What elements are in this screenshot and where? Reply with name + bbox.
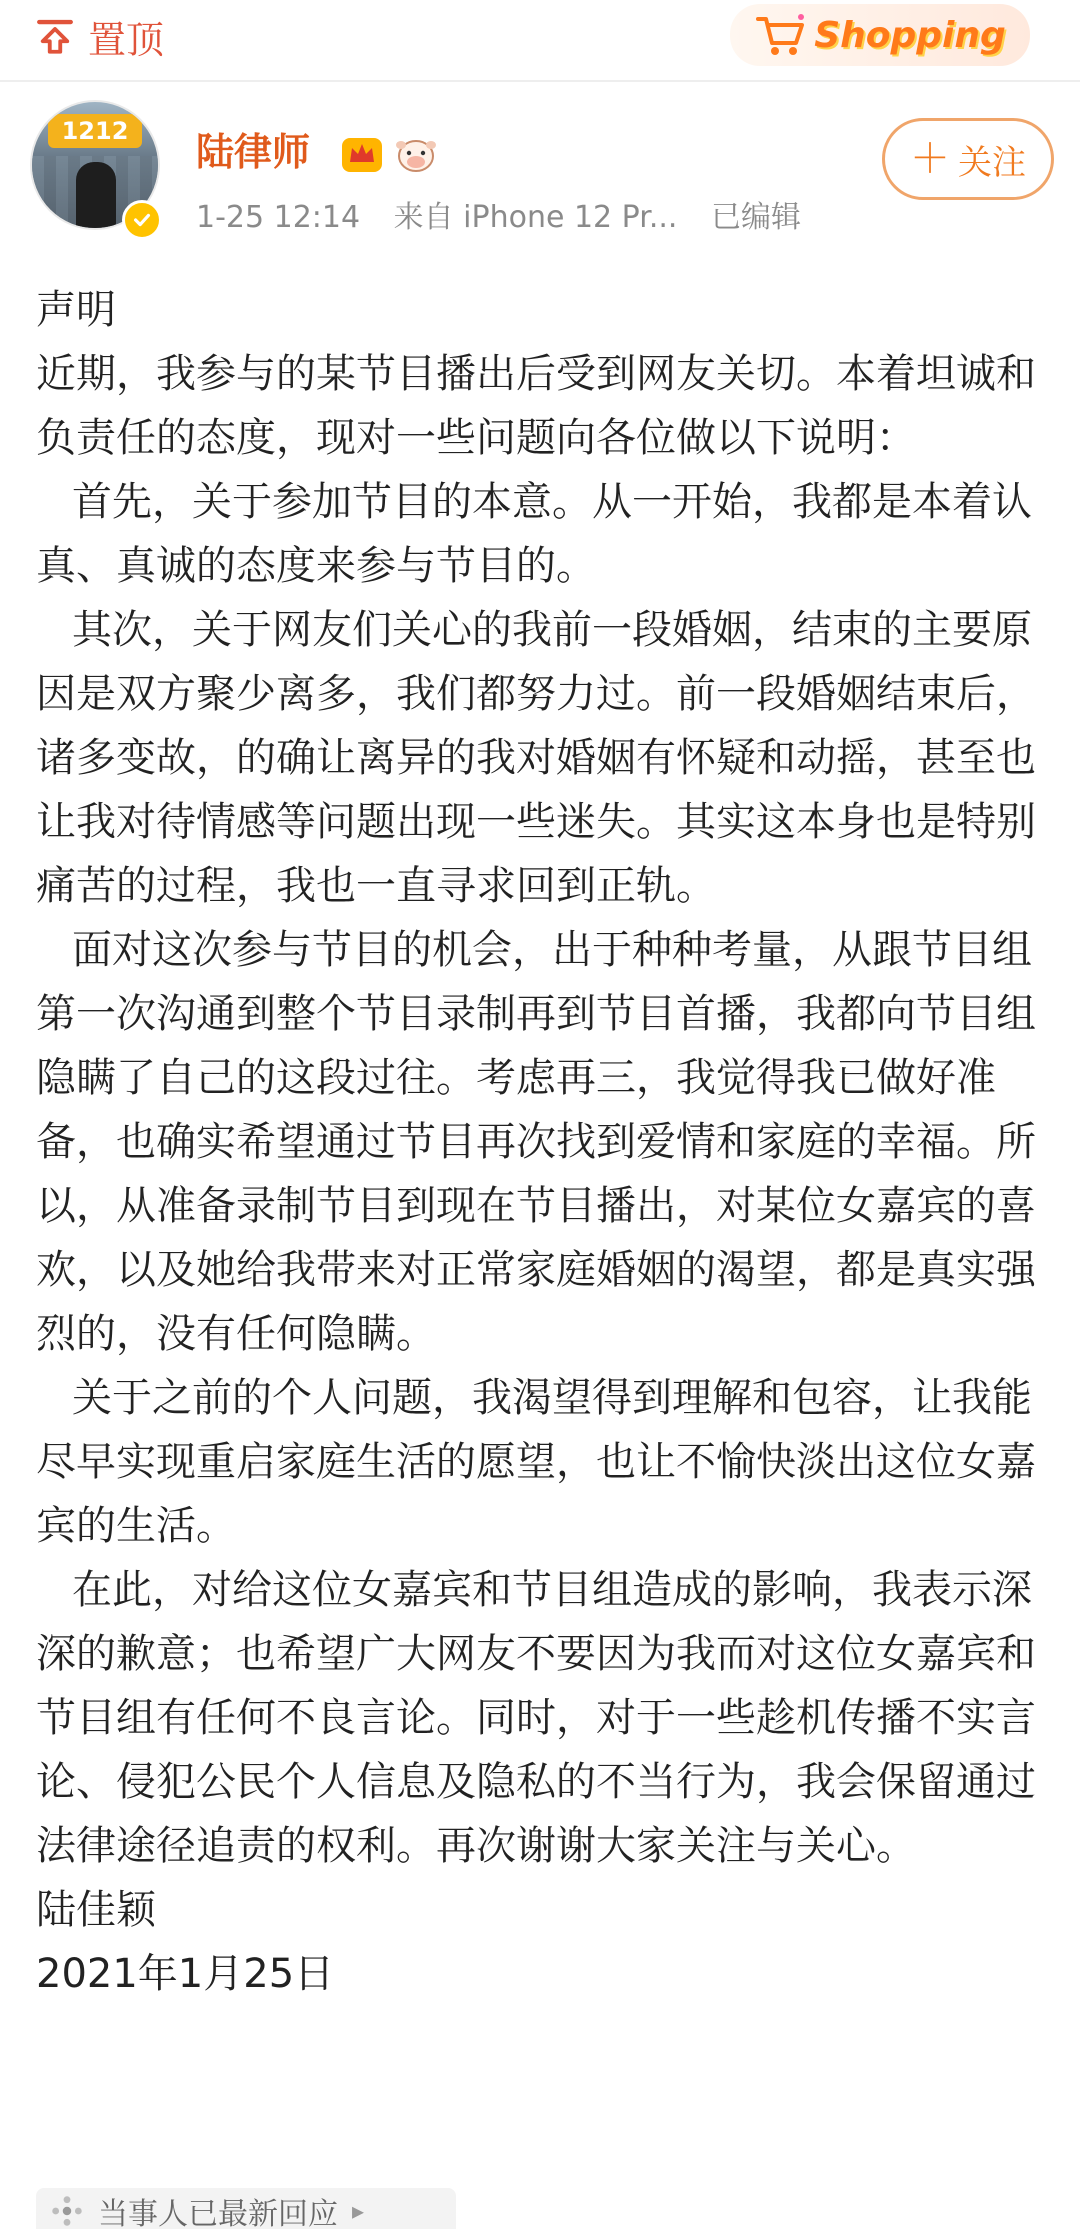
post-paragraph: 在此，对给这位女嘉宾和节目组造成的影响，我表示深深的歉意；也希望广大网友不要因为我而对这位女嘉宾和节目组有任何不良言论。同时，对于一些趁机传播不实言论、侵犯公民个人信息及隐私的不当行为，我会保留通过法律途径追责的权利。再次谢谢大家关注与关心。	[36, 1567, 1036, 1869]
post-paragraph: 2021年1月25日	[36, 1951, 335, 1997]
shopping-label: Shopping	[814, 14, 1006, 56]
shopping-promo[interactable]	[730, 4, 1030, 66]
post-paragraph: 面对这次参与节目的机会，出于种种考量，从跟节目组第一次沟通到整个节目录制再到节目首播，我都向节目组隐瞒了自己的这段过往。考虑再三，我觉得我已做好准备，也确实希望通过节目再次找到爱情和家庭的幸福。所以，从准备录制节目到现在节目播出，对某位女嘉宾的喜欢，以及她给我带来对正常家庭婚姻的渴望，都是真实强烈的，没有任何隐瞒。	[36, 927, 1036, 1357]
post-content	[36, 278, 1046, 2006]
verified-icon	[122, 200, 162, 240]
vip-crown-icon[interactable]	[340, 132, 384, 176]
shopping-cart-icon	[754, 11, 808, 59]
pin-top-icon	[34, 15, 76, 57]
follow-button[interactable]	[882, 118, 1054, 200]
post-paragraph: 关于之前的个人问题，我渴望得到理解和包容，让我能尽早实现重启家庭生活的愿望，也让不愉快淡出这位女嘉宾的生活。	[36, 1375, 1036, 1549]
header-divider	[0, 80, 1080, 82]
pin-label: 置顶	[88, 17, 165, 62]
post-meta	[196, 196, 825, 240]
post-paragraph: 声明	[36, 287, 116, 333]
post-paragraph: 其次，关于网友们关心的我前一段婚姻，结束的主要原因是双方聚少离多，我们都努力过。前一段婚姻结束后，诸多变故，的确让离异的我对婚姻有怀疑和动摇，甚至也让我对待情感等问题出现一些迷失。其实这本身也是特别痛苦的过程，我也一直寻求回到正轨。	[36, 607, 1036, 909]
latest-response-link[interactable]	[36, 2188, 456, 2229]
post-paragraph: 陆佳颖	[36, 1887, 156, 1933]
plus-icon: ＋	[910, 136, 950, 182]
avatar-badge: 1212	[48, 114, 142, 148]
post-paragraph: 近期，我参与的某节目播出后受到网友关切。本着坦诚和负责任的态度，现对一些问题向各位做以下说明：	[36, 351, 1036, 461]
cow-emoji-icon[interactable]	[394, 132, 438, 176]
chevron-right-icon: ▸	[352, 2197, 365, 2225]
follow-label: 关注	[958, 142, 1026, 183]
post-paragraph: 首先，关于参加节目的本意。从一开始，我都是本着认真、真诚的态度来参与节目的。	[36, 479, 1032, 589]
post-source[interactable]: 来自 iPhone 12 Pr...	[393, 200, 678, 235]
pinned-indicator	[34, 6, 164, 66]
response-icon	[50, 2194, 84, 2228]
avatar-figure	[76, 162, 116, 230]
edited-label[interactable]: 已编辑	[710, 200, 801, 235]
latest-response-label: 当事人已最新回应	[98, 2197, 338, 2229]
post-time: 1-25 12:14	[196, 200, 361, 235]
top-bar	[0, 0, 1080, 78]
username[interactable]: 陆律师	[196, 130, 311, 174]
